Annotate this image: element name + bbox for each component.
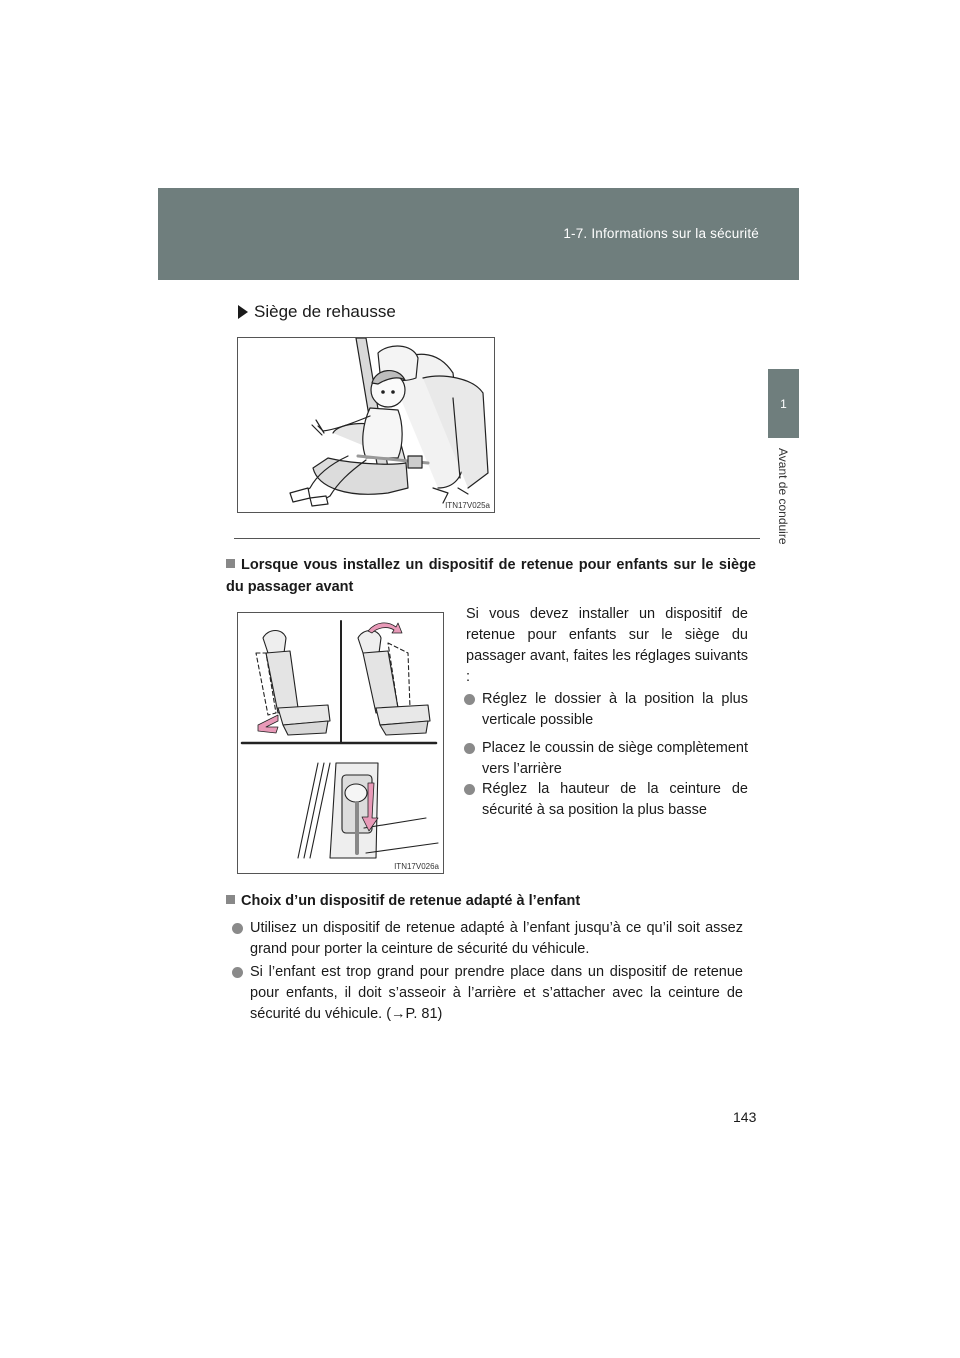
booster-heading	[238, 302, 396, 322]
front-passenger-bullet-3	[482, 779, 748, 821]
bullet-text: Si l’enfant est trop grand pour prendre place dans un dispositif de retenue pour enfants, il doit s’asseoir à l’arrière et s’attacher avec la ceinture de sécurité du véhicule. (→P. 81)	[250, 964, 743, 1022]
choice-bullet-2	[250, 962, 743, 1025]
front-seat-figure-code: ITN17V026a	[394, 862, 439, 871]
front-seat-illustration	[238, 613, 443, 873]
bullet-text: Réglez le dossier à la position la plus verticale possible	[482, 691, 748, 728]
section-divider	[234, 538, 760, 539]
square-bullet-icon	[226, 559, 235, 568]
booster-heading-text: Siège de rehausse	[254, 302, 396, 321]
bullet-text: Placez le coussin de siège complètement vers l’arrière	[482, 740, 748, 777]
front-passenger-heading	[226, 554, 756, 598]
chapter-side-label: Avant de conduire	[776, 448, 790, 545]
booster-figure-code: ITN17V025a	[445, 501, 490, 510]
square-bullet-icon	[226, 895, 235, 904]
bullet-text: Utilisez un dispositif de retenue adapté à l’enfant jusqu’à ce qu’il soit assez grand pour porter la ceinture de sécurité du véhicule.	[250, 920, 743, 957]
front-passenger-heading-text: Lorsque vous installez un dispositif de retenue pour enfants sur le siège du passager avant	[226, 557, 756, 595]
bullet-dot-icon	[464, 743, 475, 754]
bullet-dot-icon	[464, 694, 475, 705]
front-passenger-bullet-1	[482, 689, 748, 731]
front-passenger-intro: Si vous devez installer un dispositif de retenue pour enfants sur le siège du passager avant, faites les réglages suivants :	[466, 606, 748, 685]
choice-heading-text: Choix d’un dispositif de retenue adapté à l’enfant	[241, 893, 581, 909]
choice-bullet-1	[250, 918, 743, 960]
chapter-tab[interactable]	[768, 369, 799, 438]
booster-seat-figure	[237, 337, 495, 513]
choice-heading	[226, 890, 756, 912]
bullet-dot-icon	[232, 967, 243, 978]
bullet-text: Réglez la hauteur de la ceinture de sécurité à sa position la plus basse	[482, 781, 748, 818]
bullet-dot-icon	[464, 784, 475, 795]
chapter-header-band	[158, 188, 799, 280]
page-number: 143	[733, 1109, 757, 1125]
chapter-number: 1	[780, 396, 787, 411]
section-title: 1-7. Informations sur la sécurité	[563, 226, 759, 241]
front-seat-figure	[237, 612, 444, 874]
front-passenger-bullet-2	[482, 738, 748, 780]
booster-seat-illustration	[238, 338, 494, 512]
triangle-bullet-icon	[238, 305, 248, 319]
bullet-dot-icon	[232, 923, 243, 934]
